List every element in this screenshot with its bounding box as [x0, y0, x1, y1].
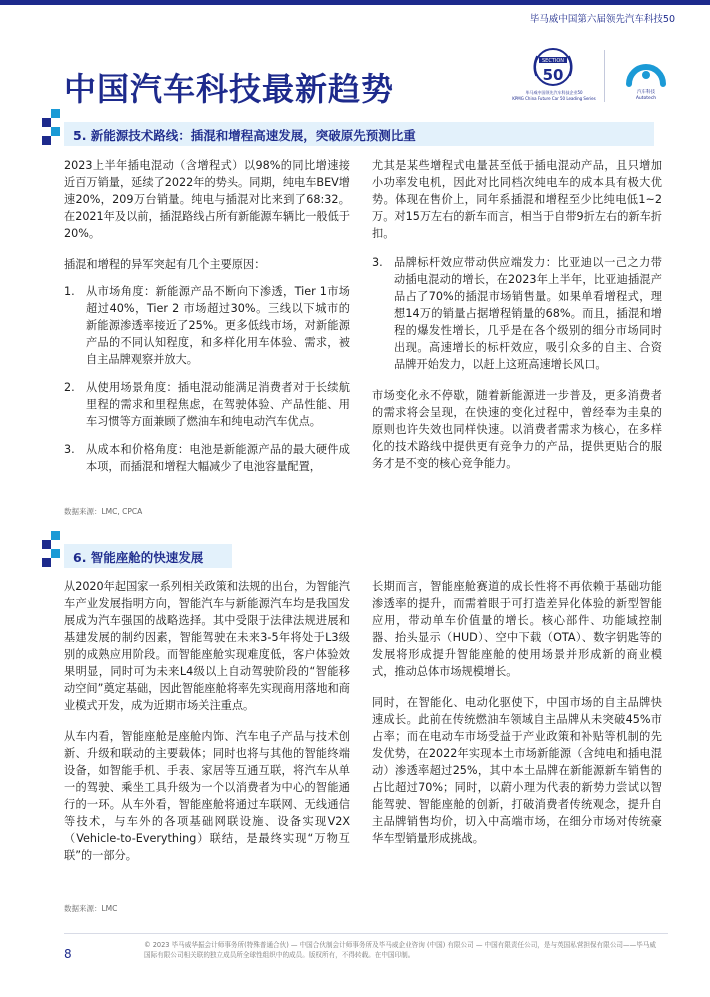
- autotech-caption-cn: 汽车科技: [637, 90, 655, 95]
- report-series-title: 毕马威中国第六届领先汽车科技50: [529, 14, 675, 25]
- paragraph: 从车内看，智能座舱是座舱内饰、汽车电子产品与技术创新、升级和联动的主要载体；同时也将与其他的智能终端设备，如智能手机、手表、家居等互通互联，将汽车从单一的驾驶、乘坐工具升级为一个以消费者为中心的智能通行的一环。从车外看，智能座舱将通过车联网、无线通信等技术，与车外的各项基础网联设施、设备实现V2X（Vehicle-to-Everything）联结，是最终实现“万物互联”的一部分。: [64, 730, 350, 862]
- section-6-left-column: [64, 578, 350, 864]
- section-6-right-column: [372, 578, 662, 847]
- data-source-note: 数据来源：LMC, CPCA: [64, 507, 143, 516]
- kpmg-50-logo: [510, 46, 598, 110]
- paragraph: 从2020年起国家一系列相关政策和法规的出台，为智能汽车产业发展指明方向，智能汽车与新能源汽车均是我国发展成为汽车强国的战略选择。其中受限于法律法规进展和基建发展的制约因素，智能驾驶在未来3-5年将处于L3级别的成熟应用阶段。而智能座舱实现难度低，客户体验效果明显，同时可为未来L4级以上自动驾驶阶段的“智能移动空间”奠定基础，因此智能座舱将率先实现商用落地和商业模式开发，成为近期市场关注重点。: [64, 580, 350, 712]
- list-item: [372, 254, 662, 373]
- footer-legal-text: © 2023 毕马威华振会计师事务所(特殊普通合伙) — 中国合伙制会计师事务所及毕马威企业咨询 (中国) 有限公司 — 中国有限责任公司，是与英国私营担保有限公司——毕马威国际有限公司相关联的独立成员所全球性组织中的成员。版权所有，不得转载。在中国印制。: [144, 941, 656, 959]
- kpmg-number: 50: [542, 66, 564, 84]
- list-number: 3.: [372, 256, 383, 269]
- paragraph: 市场变化永不停歇，随着新能源进一步普及，更多消费者的需求将会呈现，在快速的变化过程中，曾经奉为圭臬的原则也许失效也同样快速。以消费者需求为核心，在多样化的技术路线中提供更有竞争力的产品，提供更贴合的服务才是不变的核心竞争能力。: [372, 389, 662, 470]
- section-pixel-decoration: [51, 127, 60, 136]
- list-item: [64, 379, 350, 430]
- section-5-title: 5. 新能源技术路线：插混和增程高速发展，突破原先预测比重: [73, 128, 416, 143]
- logo-group: [510, 46, 680, 110]
- paragraph: 尤其是某些增程式电量甚至低于插电混动产品，且只增加小功率发电机，因此对比同档次纯电车的成本具有极大优势。体现在售价上，同年系插混和增程至少比纯电低1~2万。对15万左右的新车而言，相当于自带9折左右的新车折扣。: [372, 159, 662, 240]
- top-accent-bar: [0, 0, 710, 5]
- paragraph: 长期而言，智能座舱赛道的成长性将不再依赖于基础功能渗透率的提升，而需着眼于可打造差异化体验的新型智能应用，带动单车价值量的增长。核心部件、功能域控制器、抬头显示（HUD）、空中下载（OTA）、数字钥匙等的发展将形成提升智能座舱的使用场景并形成新的商业模式，推动总体市场规模增长。: [372, 580, 662, 678]
- list-text: 从市场角度：新能源产品不断向下渗透，Tier 1市场超过40%，Tier 2 市场超过30%。三线以下城市的新能源渗透率接近了25%。更多低线市场，对新能源产品的不同认知程度，和多样化用车体验、需求，被自主品牌观察并放大。: [86, 285, 350, 366]
- list-number: 2.: [64, 381, 75, 394]
- list-number: 1.: [64, 285, 75, 298]
- paragraph: 2023上半年插电混动（含增程式）以98%的同比增速接近百万销量，延续了2022年的势头。同期，纯电车BEV增速20%，209万台销量。纯电与插混对比来到了68:32。在2021年及以前，插混路线占所有新能源车辆比一般低于20%。: [64, 159, 350, 240]
- autotech-arch-icon: [618, 46, 674, 90]
- kpmg-caption-en: KPMG China Future Car 50 Leading Series: [512, 95, 596, 101]
- section-pixel-decoration: [42, 540, 51, 549]
- section-pixel-decoration: [42, 118, 51, 127]
- footer-divider: [64, 933, 668, 934]
- paragraph: 同时，在智能化、电动化驱使下，中国市场的自主品牌快速成长。此前在传统燃油车领域自主品牌从未突破45%市占率；而在电动车市场受益于产业政策和补贴等机制的先发优势，在2022年实现本土市场新能源（含纯电和插电混动）渗透率超过25%，其中本土品牌在新能源新车销售的占比超过70%；同时，以蔚小理为代表的新势力尝试以智能驾驶、智能座舱的创新，打破消费者传统观念，提升自主品牌销售均价，切入中高端市场，在细分市场对传统豪华车型销量形成挑战。: [372, 696, 662, 845]
- kpmg-logo-caption: [510, 90, 598, 101]
- section-pixel-decoration: [51, 549, 60, 558]
- section-5-header: [64, 122, 654, 146]
- section-6-title: 6. 智能座舱的快速发展: [73, 550, 204, 565]
- section-5-right-column: [372, 157, 662, 472]
- list-text: 从使用场景角度：插电混动能满足消费者对于长续航里程的需求和里程焦虑，在驾驶体验、产品性能、用车习惯等方面兼顾了燃油车和纯电动汽车优点。: [86, 381, 350, 428]
- section-pixel-decoration: [42, 558, 51, 567]
- list-text: 从成本和价格角度：电池是新能源产品的最大硬件成本项，而插混和增程大幅减少了电池容量配置，: [86, 443, 350, 473]
- kpmg-badge-text: SECTION: [541, 58, 565, 64]
- laurel-badge-icon: [528, 46, 578, 88]
- autotech-logo: [618, 46, 674, 110]
- autotech-caption-en: Autotech: [635, 96, 657, 101]
- list-item: [64, 441, 350, 475]
- section-6-header: [64, 544, 232, 568]
- list-text: 品牌标杆效应带动供应端发力：比亚迪以一己之力带动插电混动的增长，在2023年上半年，比亚迪插混产品占了70%的插混市场销售量。如果单看增程式，理想14万的销量占据增程销量的68%。而且，插混和增程的爆发性增长，几乎是在各个级别的细分市场同时出现。高速增长的标杆效应，吸引众多的自主、合资品牌开始发力，以赶上这班高速增长风口。: [394, 256, 662, 371]
- autotech-logo-caption: [618, 90, 674, 102]
- data-source-note: 数据来源：LMC: [64, 904, 118, 913]
- section-pixel-decoration: [42, 136, 51, 145]
- section-pixel-decoration: [51, 531, 60, 540]
- paragraph: 插混和增程的异军突起有几个主要原因：: [64, 258, 266, 271]
- page-title: 中国汽车科技最新趋势: [64, 70, 395, 108]
- kpmg-caption-cn: 毕马威中国领先汽车科技企业50: [525, 90, 583, 95]
- list-number: 3.: [64, 443, 75, 456]
- page-number: 8: [64, 947, 72, 961]
- section-pixel-decoration: [51, 109, 60, 118]
- logo-divider: [604, 50, 605, 102]
- list-item: [64, 283, 350, 368]
- section-5-left-column: [64, 157, 350, 475]
